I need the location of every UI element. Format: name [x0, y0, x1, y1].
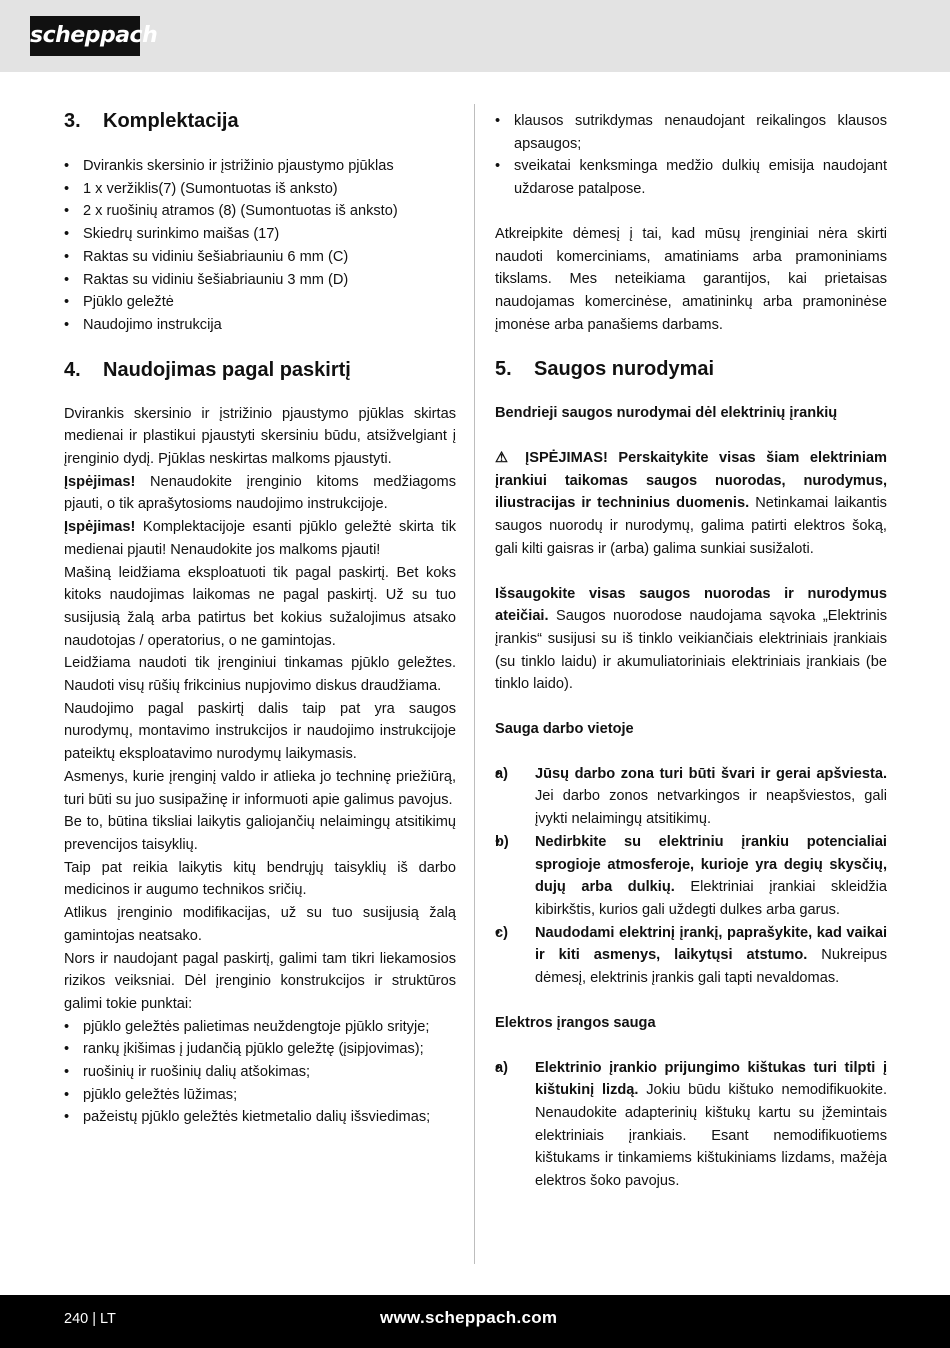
- risk-list: [64, 1016, 456, 1130]
- subheading: Sauga darbo vietoje: [495, 721, 634, 738]
- paragraph: Leidžiama naudoti tik įrenginiui tinkamas pjūklo geležtes. Naudoti visų rūšių frikcinius nupjovimo diskus draudžiama.: [64, 655, 456, 695]
- list-item: • a) Jūsų darbo zona turi būti švari ir gerai apšviesta. Jei darbo zonos netvarkingos ir neapšviestos, gali įvykti nelaimingų atsitikimų.: [495, 763, 887, 831]
- list-item: • pažeistų pjūklo geležtės kietmetalio dalių išsviedimas;: [64, 1106, 456, 1129]
- page-header: [0, 0, 950, 72]
- workplace-safety-list: [495, 763, 887, 990]
- warning-paragraph: ⚠ ĮSPĖJIMAS! Perskaitykite visas šiam elektriniam įrankiui taikomas saugos nuorodas, nurodymus, iliustracijas ir techninius duomenis. Netinkamai laikantis saugos nuorodų ir nurodymų, galima patirti elektros šoką, gali kilti gaisras ir (arba) galima sunkiai susižaloti.: [495, 450, 887, 557]
- paragraph: Be to, būtina tiksliai laikytis galiojančių nelaimingų atsitikimų prevencijos taisyklių.: [64, 814, 456, 853]
- paragraph: Dvirankis skersinio ir įstrižinio pjaustymo pjūklas skirtas medienai ir plastikui pjaustyti skersiniu būdu, atsižvelgiant į įrenginio dydį. Pjūklas neskirtas malkoms pjaustyti.: [64, 405, 456, 468]
- list-item: • Skiedrų surinkimo maišas (17): [64, 223, 456, 246]
- list-item: • pjūklo geležtės palietimas neuždengtoje pjūklo srityje;: [64, 1016, 456, 1039]
- list-item: • Naudojimo instrukcija: [64, 314, 456, 337]
- electrical-safety-list: [495, 1057, 887, 1193]
- list-item: • b) Nedirbkite su elektriniu įrankiu potencialiai sprogioje atmosferoje, kurioje yra degių skysčių, dujų arba dulkių. Elektriniai įrankiai skleidžia kibirkštis, kurios gali uždegti dulkes arba garus.: [495, 831, 887, 922]
- list-item: • rankų įkišimas į judančią pjūklo geležtę (įsipjovimas);: [64, 1038, 456, 1061]
- list-item: • ruošinių ir ruošinių dalių atšokimas;: [64, 1061, 456, 1084]
- scheppach-logo: scheppach: [30, 16, 140, 56]
- warning-label: Įspėjimas!: [64, 519, 136, 536]
- list-item: • Pjūklo geležtė: [64, 291, 456, 314]
- subheading: Bendrieji saugos nurodymai dėl elektrinių įrankių: [495, 405, 838, 422]
- right-column: [495, 108, 887, 1193]
- section-4-heading: 4. Naudojimas pagal paskirtį: [64, 358, 351, 381]
- warning-label: Įspėjimas!: [64, 473, 136, 490]
- section-5-heading: 5. Saugos nurodymai: [495, 358, 715, 381]
- list-item: • sveikatai kenksminga medžio dulkių emisija naudojant uždarose patalpose.: [495, 155, 887, 200]
- contents-list: [64, 155, 456, 337]
- list-item: • 1 x veržiklis(7) (Sumontuotas iš anksto): [64, 178, 456, 201]
- list-item: • pjūklo geležtės lūžimas;: [64, 1084, 456, 1107]
- list-item: • Dvirankis skersinio ir įstrižinio pjaustymo pjūklas: [64, 155, 456, 178]
- column-divider: [474, 104, 475, 1264]
- paragraph: Taip pat reikia laikytis kitų bendrųjų taisyklių iš darbo medicinos ir augumo technikos sričių.: [64, 859, 456, 899]
- paragraph: Naudojimo pagal paskirtį dalis taip pat yra saugos nurodymų, montavimo instrukcijos ir naudojimo instrukcijoje pateiktų eksploatavimo nurodymų laikymasis.: [64, 700, 456, 763]
- warning-paragraph: Įspėjimas! Komplektacijoje esanti pjūklo geležtė skirta tik medienai pjauti! Nenaudokite jos malkoms pjauti!: [64, 519, 456, 558]
- list-item: • a) Elektrinio įrankio prijungimo kištukas turi tilpti į kištukinį lizdą. Jokiu būdu kištuko nemodifikuokite. Nenaudokite adapterinių kištukų kartu su įžemintais elektriniais įrankiais. Esant nemodifikuotiems kištukams ir tinkamiems kištukiniams lizdams, mažėja elektros šoko pavojus.: [495, 1057, 887, 1193]
- paragraph: Nors ir naudojant pagal paskirtį, galimi tam tikri liekamosios rizikos veiksniai. Dėl įrenginio konstrukcijos ir struktūros galimi tokie punktai:: [64, 950, 456, 1012]
- list-item: • 2 x ruošinių atramos (8) (Sumontuotas iš anksto): [64, 200, 456, 223]
- website-url: www.scheppach.com: [380, 1308, 558, 1327]
- paragraph: Atlikus įrenginio modifikacijas, už su tuo susijusią žalą gamintojas neatsako.: [64, 905, 456, 944]
- section-3-heading: 3. Komplektacija: [64, 110, 239, 132]
- paragraph: Išsaugokite visas saugos nuorodas ir nurodymus ateičiai. Saugos nuorodose naudojama sąvoka „Elektrinis įrankis“ susijusi su iš tinklo veikiančiais elektriniais įrankiais (su tinklo laidu) ir akumuliatoriniais elektriniais įrankiais (be tinklo laido).: [495, 585, 887, 693]
- risk-list-continued: [495, 110, 887, 201]
- left-column: [64, 108, 456, 1129]
- list-item: • Raktas su vidiniu šešiabriauniu 3 mm (D): [64, 269, 456, 292]
- notice-paragraph: Atkreipkite dėmesį į tai, kad mūsų įrenginiai nėra skirti naudoti komerciniams, amatiniams arba pramoniniams tikslams. Mes neteikiama garantijos, kai prietaisas naudojamas komercinėse, amatininkų arba pramoninėse įmonėse arba panašiems darbams.: [495, 225, 887, 333]
- page-footer: [0, 1295, 950, 1348]
- subheading: Elektros įrangos sauga: [495, 1014, 656, 1031]
- warning-triangle-icon: ⚠: [495, 450, 515, 467]
- list-item: • c) Naudodami elektrinį įrankį, paprašykite, kad vaikai ir kiti asmenys, laikytųsi atstumo. Nukreipus dėmesį, elektrinis įrankis gali tapti nevaldomas.: [495, 922, 887, 990]
- paragraph: Mašiną leidžiama eksploatuoti tik pagal paskirtį. Bet koks kitoks naudojimas laikomas ne pagal paskirtį. Už su tuo susijusią žalą arba patirtus bet kokius sužalojimus atsako naudotojas / operatorius, o ne gamintojas.: [64, 564, 456, 649]
- list-item: • klausos sutrikdymas nenaudojant reikalingos klausos apsaugos;: [495, 110, 887, 155]
- paragraph: Asmenys, kurie įrenginį valdo ir atlieka jo techninę priežiūrą, turi būti su juo susipažinę ir informuoti apie galimus pavojus.: [64, 768, 456, 808]
- warning-paragraph: Įspėjimas! Nenaudokite įrenginio kitoms medžiagoms pjauti, o tik aprašytosioms naudojimo instrukcijoje.: [64, 473, 456, 513]
- list-item: • Raktas su vidiniu šešiabriauniu 6 mm (C): [64, 246, 456, 269]
- page-number: 240 | LT: [64, 1311, 116, 1327]
